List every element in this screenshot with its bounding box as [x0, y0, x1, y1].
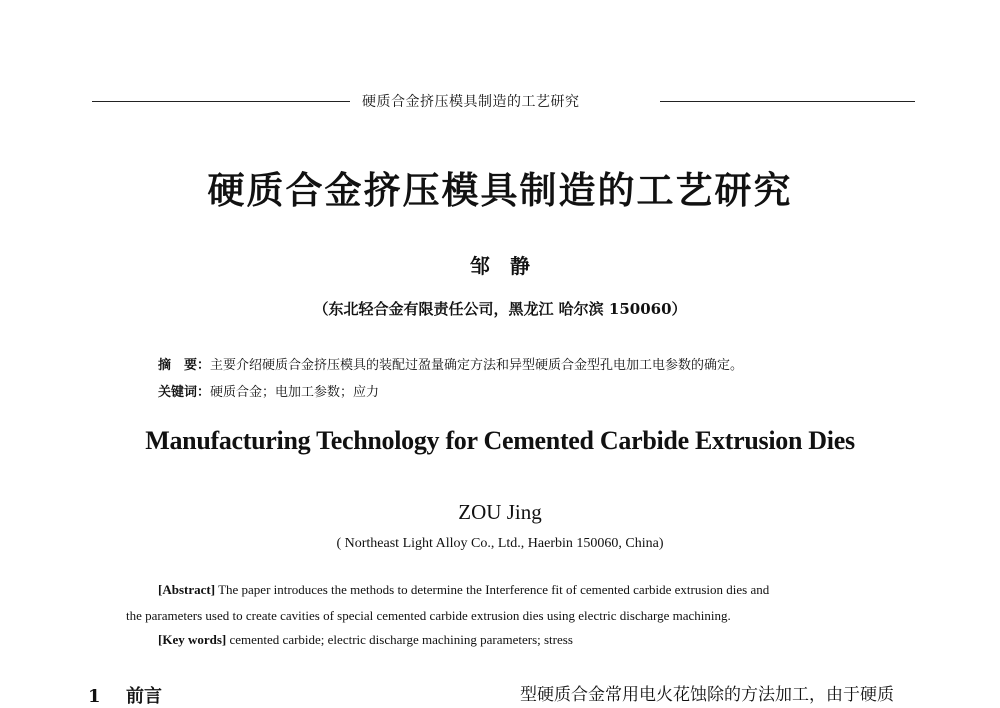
header-rule-right — [660, 101, 915, 102]
running-header — [0, 88, 1000, 118]
section-title: 前言 — [126, 686, 162, 707]
abstract-cn-text: 主要介绍硬质合金挤压模具的装配过盈量确定方法和异型硬质合金型孔电加工电参数的确定。 — [210, 358, 744, 373]
keywords-en-label: [Key words] — [158, 632, 227, 647]
body-text-right-column: 型硬质合金常用电火花蚀除的方法加工，由于硬质 — [520, 685, 894, 705]
header-rule-left — [92, 101, 350, 102]
paper-title-en: Manufacturing Technology for Cemented Carbide Extrusion Dies — [145, 426, 855, 455]
abstract-en-line2: the parameters used to create cavities of special cemented carbide extrusion dies using electric discharge machining. — [126, 608, 731, 623]
abstract-cn — [158, 354, 743, 373]
keywords-cn-label: 关键词： — [158, 385, 211, 400]
section-heading — [88, 682, 162, 708]
abstract-en-line1 — [158, 582, 769, 598]
abstract-en-label: [Abstract] — [158, 582, 216, 597]
keywords-en-text: cemented carbide; electric discharge machining parameters; stress — [229, 632, 573, 647]
abstract-en-text1: The paper introduces the methods to determine the Interference fit of cemented carbide extrusion dies and — [218, 582, 770, 597]
keywords-cn — [158, 381, 379, 400]
affiliation-cn: （东北轻合金有限责任公司，黑龙江 哈尔滨 150060） — [313, 300, 687, 318]
running-header-title: 硬质合金挤压模具制造的工艺研究 — [362, 94, 580, 110]
keywords-cn-text: 硬质合金；电加工参数；应力 — [210, 385, 380, 400]
author-cn: 邹 静 — [470, 254, 530, 278]
author-en: ZOU Jing — [458, 500, 542, 524]
section-number: 1 — [88, 686, 101, 707]
affiliation-en: ( Northeast Light Alloy Co., Ltd., Haerbin 150060, China) — [336, 536, 664, 551]
keywords-en — [158, 632, 573, 648]
paper-title-cn: 硬质合金挤压模具制造的工艺研究 — [207, 168, 793, 212]
abstract-cn-label: 摘 要： — [158, 358, 211, 373]
